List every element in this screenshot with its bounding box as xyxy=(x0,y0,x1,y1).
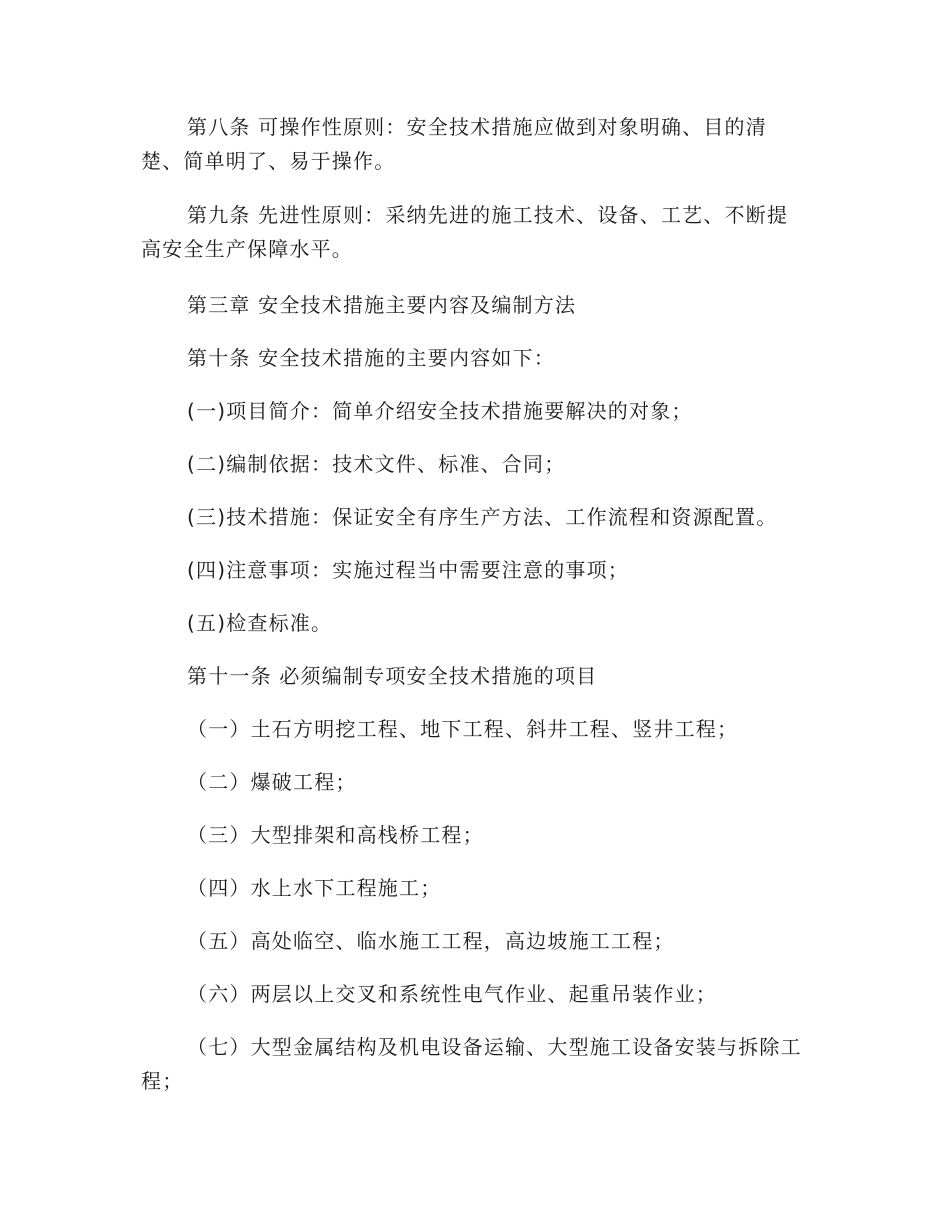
paragraph-article-8: 第八条 可操作性原则：安全技术措施应做到对象明确、目的清楚、简单明了、易于操作。 xyxy=(141,115,767,173)
project-item-1: （一）土石方明挖工程、地下工程、斜井工程、竖井工程； xyxy=(187,717,739,741)
list-item-1: (一)项目简介：简单介绍安全技术措施要解决的对象； xyxy=(187,399,693,423)
project-item-4: （四）水上水下工程施工； xyxy=(187,876,442,900)
project-item-2: （二）爆破工程； xyxy=(187,770,357,794)
project-item-6: （六）两层以上交叉和系统性电气作业、起重吊装作业； xyxy=(187,982,717,1006)
project-item-5: （五）高处临空、临水施工工程，高边坡施工工程； xyxy=(187,929,675,953)
list-item-3: (三)技术措施：保证安全有序生产方法、工作流程和资源配置。 xyxy=(187,505,778,529)
list-item-5: (五)检查标准。 xyxy=(187,611,333,635)
project-item-3: （三）大型排架和高栈桥工程； xyxy=(187,823,484,847)
paragraph-article-10: 第十条 安全技术措施的主要内容如下： xyxy=(187,346,555,370)
paragraph-article-11: 第十一条 必须编制专项安全技术措施的项目 xyxy=(187,664,598,688)
chapter-3-heading: 第三章 安全技术措施主要内容及编制方法 xyxy=(187,293,577,317)
list-item-2: (二)编制依据：技术文件、标准、合同； xyxy=(187,452,566,476)
list-item-4: (四)注意事项：实施过程当中需要注意的事项； xyxy=(187,558,630,582)
project-item-7: （七）大型金属结构及机电设备运输、大型施工设备安装与拆除工程； xyxy=(141,1035,802,1093)
paragraph-article-9: 第九条 先进性原则：采纳先进的施工技术、设备、工艺、不断提高安全生产保障水平。 xyxy=(141,203,789,261)
